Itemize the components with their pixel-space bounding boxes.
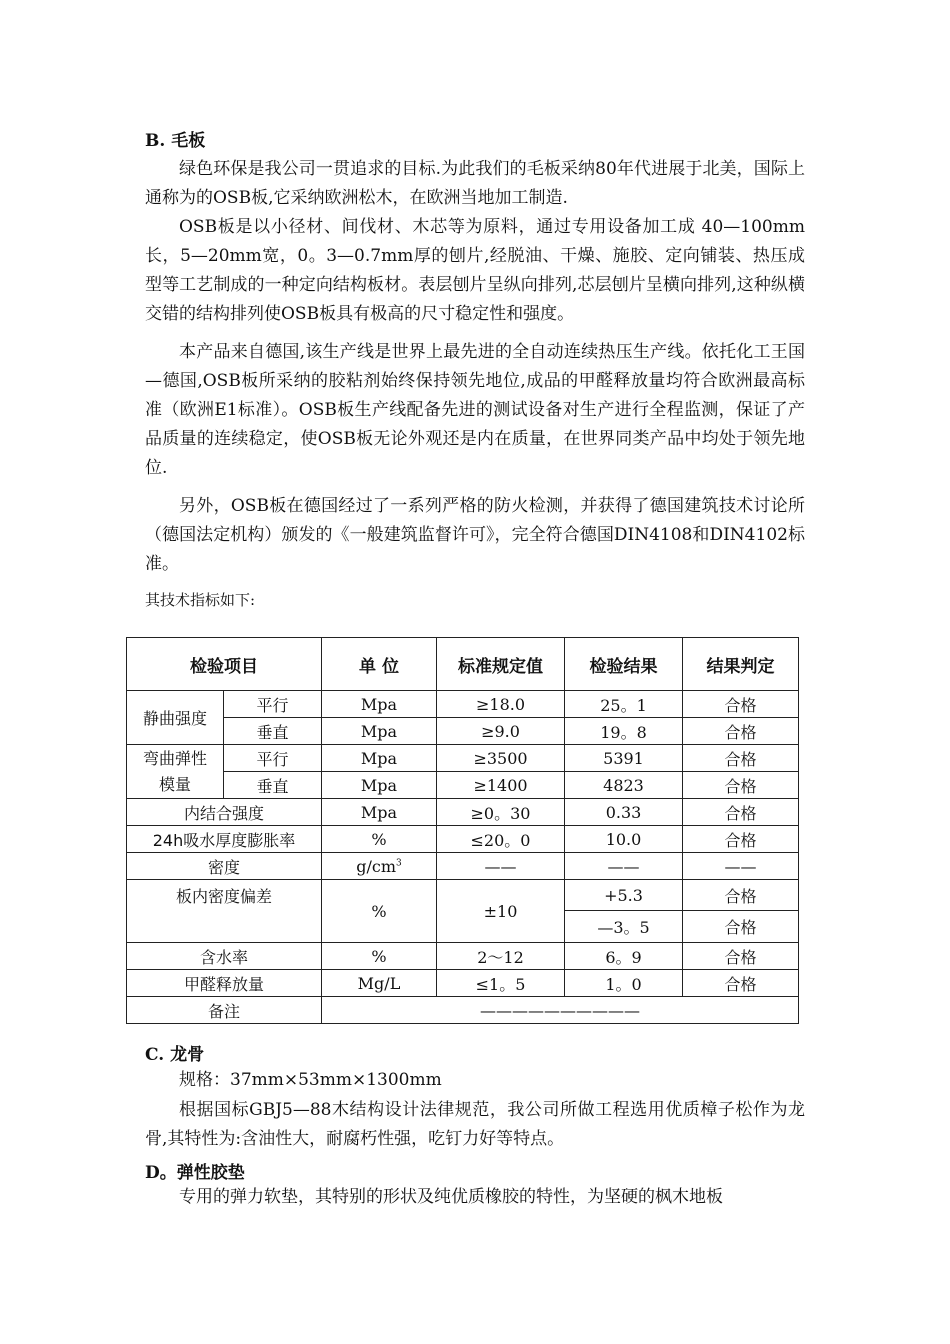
judgement-cell: 合格 [683,880,799,911]
section-b-heading: B. 毛板 [145,131,206,151]
header-standard: 标准规定值 [437,638,565,691]
standard-cell: ≤20。0 [437,826,565,853]
result-cell: 4823 [565,772,683,799]
table-row [127,745,799,772]
item-cell: 弯曲弹性模量 [127,745,224,799]
section-b-paragraph-3: 本产品来自德国,该生产线是世界上最先进的全自动连续热压生产线。依托化工王国—德国,OSB板所采纳的胶粘剂始终保持领先地位,成品的甲醛释放量均符合欧洲最高标准（欧洲E1标准）。OSB板生产线配备先进的测试设备对生产进行全程监测，保证了产品质量的连续稳定，使OSB板无论外观还是内在质量，在世界同类产品中均处于领先地位. [145,342,805,478]
unit-cell: % [322,880,437,943]
table-row [127,970,799,997]
section-b-paragraph-2: OSB板是以小径材、间伐材、木芯等为原料，通过专用设备加工成 40—100mm 长，5—20mm宽，0。3—0.7mm厚的刨片,经脱油、干燥、施胶、定向铺装、热压成型等工艺制成的一种定向结构板材。表层刨片呈纵向排列,芯层刨片呈横向排列,这种纵横交错的结构排列使OSB板具有极高的尺寸稳定性和强度。 [145,217,805,324]
table-row [127,880,799,911]
table-row [127,799,799,826]
header-judgement: 结果判定 [683,638,799,691]
standard-cell: ≥9.0 [437,718,565,745]
judgement-cell: 合格 [683,799,799,826]
section-c-heading: C. 龙骨 [145,1045,205,1065]
result-cell: 5391 [565,745,683,772]
spec-intro: 其技术指标如下: [145,591,256,609]
table-header-row [127,638,799,691]
judgement-cell: 合格 [683,943,799,970]
sub-item-cell: 平行 [224,691,322,718]
section-b-paragraph-4: 另外，OSB板在德国经过了一系列严格的防火检测，并获得了德国建筑技术讨论所（德国法定机构）颁发的《一般建筑监督许可》，完全符合德国DIN4108和DIN4102标准。 [145,496,805,574]
result-cell: 10.0 [565,826,683,853]
standard-cell: ±10 [437,880,565,943]
unit-cell: Mpa [322,691,437,718]
table-row [127,691,799,718]
header-item: 检验项目 [127,638,322,691]
result-cell: —3。5 [565,911,683,943]
judgement-cell: 合格 [683,772,799,799]
item-cell: 板内密度偏差 [127,880,322,943]
header-unit: 单 位 [322,638,437,691]
result-cell: 19。8 [565,718,683,745]
standard-cell: ≥3500 [437,745,565,772]
standard-cell: ≤1。5 [437,970,565,997]
sub-item-cell: 平行 [224,745,322,772]
table-row [127,826,799,853]
table-row [127,853,799,880]
section-c-spec-line: 规格：37mm×53mm×1300mm [179,1070,442,1090]
unit-text: g/cm [356,856,397,876]
item-cell: 密度 [127,853,322,880]
table-row [127,943,799,970]
judgement-cell: 合格 [683,745,799,772]
result-cell: —— [565,853,683,880]
table-row [127,997,799,1024]
unit-superscript: 3 [396,858,402,869]
sub-item-cell: 垂直 [224,772,322,799]
section-d-heading: D。弹性胶垫 [145,1163,245,1183]
unit-cell: % [322,943,437,970]
standard-cell: —— [437,853,565,880]
unit-cell: Mpa [322,745,437,772]
remark-value-cell: —————————— [322,997,799,1024]
table-row [127,718,799,745]
judgement-cell: —— [683,853,799,880]
judgement-cell: 合格 [683,718,799,745]
result-cell: 25。1 [565,691,683,718]
item-cell: 含水率 [127,943,322,970]
unit-cell: Mpa [322,772,437,799]
item-cell: 静曲强度 [127,691,224,745]
judgement-cell: 合格 [683,911,799,943]
unit-cell: Mg/L [322,970,437,997]
result-cell: 0.33 [565,799,683,826]
table-row [127,772,799,799]
standard-cell: 2～12 [437,943,565,970]
section-c-paragraph: 根据国标GBJ5—88木结构设计法律规范，我公司所做工程选用优质樟子松作为龙骨,其特性为:含油性大，耐腐朽性强，吃钉力好等特点。 [145,1100,805,1149]
result-cell: 6。9 [565,943,683,970]
unit-cell: Mpa [322,718,437,745]
judgement-cell: 合格 [683,691,799,718]
unit-cell: Mpa [322,799,437,826]
header-result: 检验结果 [565,638,683,691]
item-cell: 内结合强度 [127,799,322,826]
standard-cell: ≥18.0 [437,691,565,718]
result-cell: +5.3 [565,880,683,911]
sub-item-cell: 垂直 [224,718,322,745]
section-b-paragraph-1: 绿色环保是我公司一贯追求的目标.为此我们的毛板采纳80年代进展于北美，国际上通称为的OSB板,它采纳欧洲松木，在欧洲当地加工制造. [145,159,805,208]
item-cell: 甲醛释放量 [127,970,322,997]
item-cell: 24h吸水厚度膨胀率 [127,826,322,853]
result-cell: 1。0 [565,970,683,997]
judgement-cell: 合格 [683,826,799,853]
standard-cell: ≥1400 [437,772,565,799]
unit-cell [322,853,437,880]
section-d-paragraph: 专用的弹力软垫，其特别的形状及纯优质橡胶的特性，为坚硬的枫木地板 [179,1187,723,1207]
standard-cell: ≥0。30 [437,799,565,826]
unit-cell: % [322,826,437,853]
judgement-cell: 合格 [683,970,799,997]
remark-label-cell: 备注 [127,997,322,1024]
spec-table [126,637,799,1024]
